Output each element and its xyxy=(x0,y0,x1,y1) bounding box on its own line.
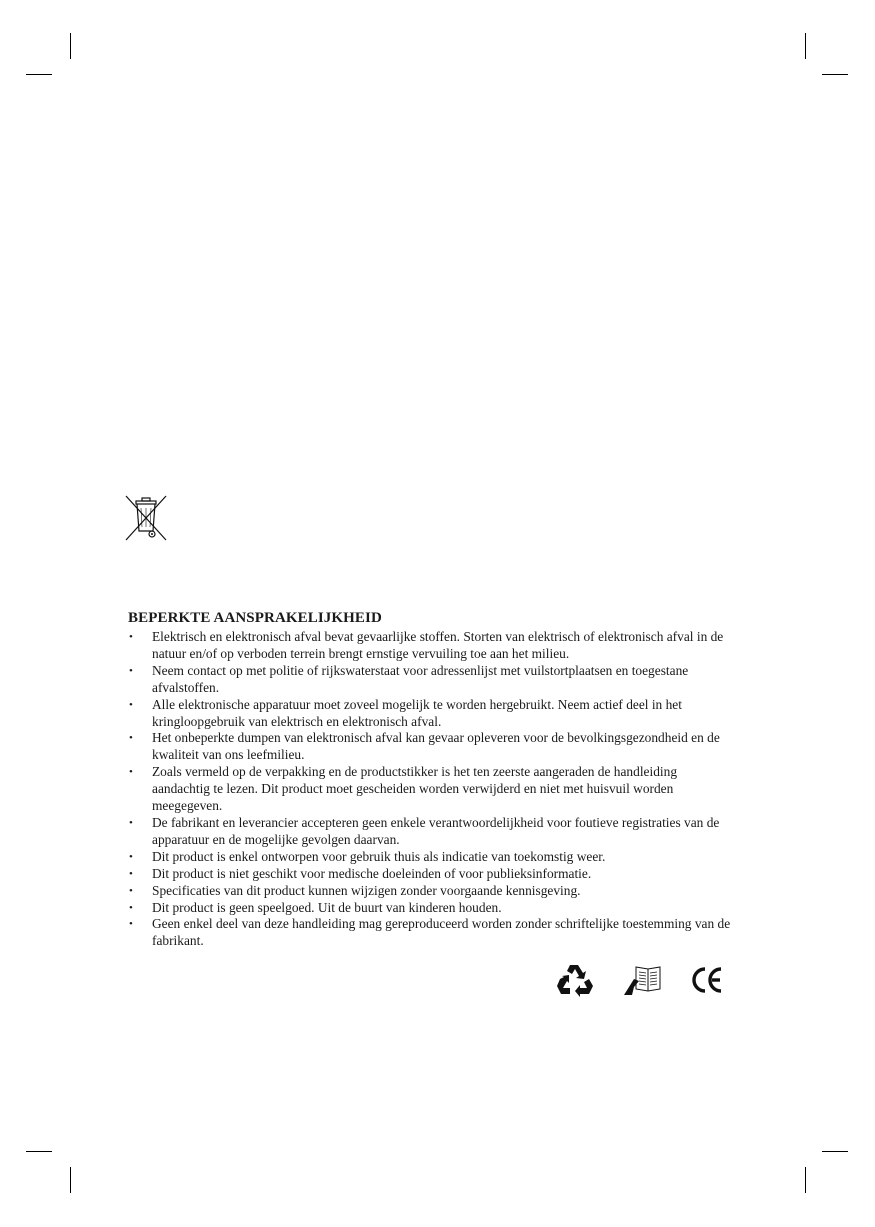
compliance-marks xyxy=(556,963,726,997)
recycle-icon xyxy=(556,963,594,997)
crop-mark xyxy=(805,1167,806,1193)
list-item-text: Elektrisch en elektronisch afval bevat gevaarlijke stoffen. Storten van elektrisch of elektronisch afval in de natuur en/of op verboden terrein brengt ernstige vervuiling toe aan het milieu. xyxy=(152,629,724,661)
list-item xyxy=(128,697,738,731)
list-item xyxy=(128,866,738,883)
bullet-marker: • xyxy=(129,901,133,914)
bullet-marker: • xyxy=(129,884,133,897)
crop-mark xyxy=(26,74,52,75)
section-heading: BEPERKTE AANSPRAKELIJKHEID xyxy=(128,610,382,626)
bullet-marker: • xyxy=(129,850,133,863)
list-item xyxy=(128,815,738,849)
list-item-text: Zoals vermeld op de verpakking en de productstikker is het ten zeerste aangeraden de handleiding aandachtig te lezen. Dit product moet gescheiden worden verwijderd en niet met huisvuil worden meegegeven. xyxy=(152,764,678,814)
bullet-marker: • xyxy=(129,918,133,931)
crop-mark xyxy=(822,1151,848,1152)
list-item-text: Het onbeperkte dumpen van elektronisch afval kan gevaar opleveren voor de bevolkingsgezondheid en de kwaliteit van ons leefmilieu. xyxy=(152,730,720,763)
list-item xyxy=(128,900,738,917)
crop-mark xyxy=(805,33,806,59)
list-item-text: Alle elektronische apparatuur moet zoveel mogelijk te worden hergebruikt. Neem actief deel in het kringloopgebruik van elektrisch en elektronisch afval. xyxy=(152,696,682,729)
ce-mark-icon xyxy=(690,963,726,997)
read-manual-icon xyxy=(622,963,664,997)
list-item-text: Dit product is enkel ontworpen voor gebruik thuis als indicatie van toekomstig weer. xyxy=(152,848,606,864)
list-item-text: Dit product is geen speelgoed. Uit de buurt van kinderen houden. xyxy=(152,899,502,915)
bullet-marker: • xyxy=(129,698,133,711)
bullet-marker: • xyxy=(129,867,133,880)
crop-mark xyxy=(822,74,848,75)
crop-mark xyxy=(70,1167,71,1193)
list-item xyxy=(128,730,738,764)
bullet-marker: • xyxy=(129,732,133,745)
crop-mark xyxy=(70,33,71,59)
list-item-text: Dit product is niet geschikt voor medische doeleinden of voor publieksinformatie. xyxy=(152,865,592,881)
list-item xyxy=(128,764,738,815)
list-item xyxy=(128,849,738,866)
list-item-text: Specificaties van dit product kunnen wijzigen zonder voorgaande kennisgeving. xyxy=(152,882,581,898)
list-item xyxy=(128,663,738,697)
list-item-text: Neem contact op met politie of rijkswaterstaat voor adressenlijst met vuilstortplaatsen en toegestane afvalstoffen. xyxy=(152,662,689,695)
crop-mark xyxy=(26,1151,52,1152)
limited-liability-section xyxy=(128,610,738,950)
bullet-marker: • xyxy=(129,816,133,829)
crossed-out-wheelie-bin-icon xyxy=(124,494,168,542)
list-item xyxy=(128,629,738,663)
bullet-list xyxy=(128,629,738,950)
bullet-marker: • xyxy=(129,664,133,677)
list-item-text: Geen enkel deel van deze handleiding mag gereproduceerd worden zonder schriftelijke toestemming van de fabrikant. xyxy=(152,916,731,949)
list-item xyxy=(128,883,738,900)
bullet-marker: • xyxy=(129,766,133,779)
bullet-marker: • xyxy=(129,631,133,643)
list-item-text: De fabrikant en leverancier accepteren geen enkele verantwoordelijkheid voor foutieve registraties van de apparatuur en de mogelijke gevolgen daarvan. xyxy=(152,814,720,847)
list-item xyxy=(128,916,738,950)
